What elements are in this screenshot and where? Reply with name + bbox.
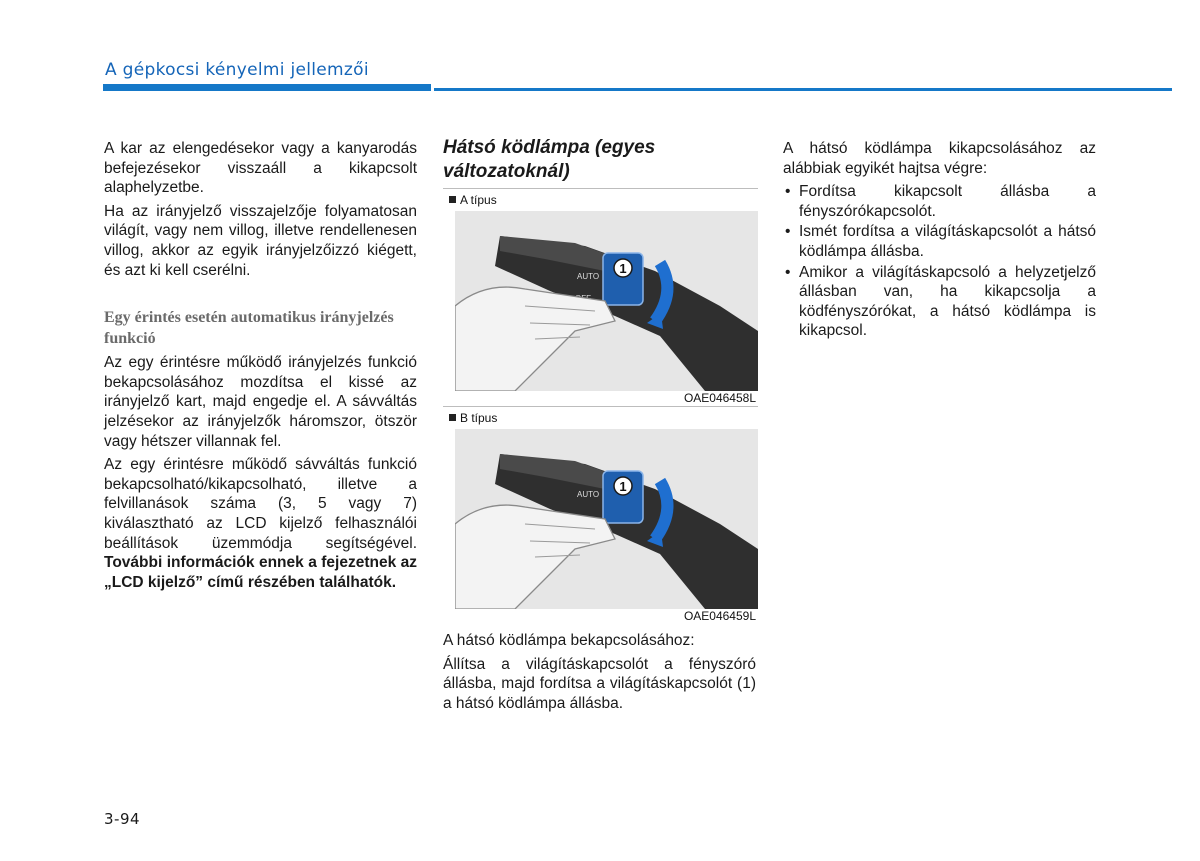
figure-type-b [443,406,758,627]
section-header-title: A gépkocsi kényelmi jellemzői [105,60,369,80]
figure-b-auto-text: AUTO [577,490,600,499]
right-intro: A hátsó ködlámpa kikapcsolásához az alábbiak egyikét hajtsa végre: [783,140,1096,177]
bullet-icon: • [785,183,791,201]
bullet-text: Ismét fordítsa a világításkapcsolót a hátsó ködlámpa állásba. [799,223,1096,260]
header-rule-thin [434,88,1172,91]
subheading-one-touch: Egy érintés esetén automatikus irányjelzés funkció [104,309,394,348]
bullet-item [783,263,1096,341]
figure-a-auto-text: AUTO [577,272,600,281]
page-number: 3-94 [104,810,141,828]
bullet-icon: • [785,223,791,241]
figure-a-code: OAE046458L [683,391,756,405]
figure-b-label-text: B típus [460,411,498,425]
figure-a-image [455,211,758,391]
bullet-item [783,222,1096,261]
figure-a-label-text: A típus [460,193,497,207]
square-bullet-icon [449,196,456,203]
figure-b-callout: 1 [619,479,627,494]
figure-b-code: OAE046459L [683,609,756,623]
header-rule-thick [103,84,431,91]
middle-paragraph-1: A hátsó ködlámpa bekapcsolásához: [443,632,695,649]
bullet-text: Fordítsa kikapcsolt állásba a fényszórókapcsolót. [799,183,1096,220]
left-paragraph-1: A kar az elengedésekor vagy a kanyarodás befejezésekor visszaáll a kikapcsolt alaphelyzetbe. [104,140,417,197]
figure-a-callout: 1 [619,261,627,276]
right-column [783,139,1096,342]
left-paragraph-3: Az egy érintésre működő irányjelzés funkció bekapcsolásához mozdítsa el kissé az irányjelző kart, majd engedje el. A sávváltás jelzésekor az irányjelzők háromszor, ötször vagy hétszer villannak fel. [104,354,417,450]
rear-fog-lamp-title: Hátsó ködlámpa (egyes változatoknál) [443,137,656,182]
left-paragraph-4-bold: További információk ennek a fejezetnek az „LCD kijelző” című részében találhatók. [104,554,417,591]
bullet-icon: • [785,263,791,281]
middle-paragraph-2: Állítsa a világításkapcsolót a fényszóró állásba, majd fordítsa a világításkapcsolót (1) a hátsó ködlámpa állásba. [443,655,756,712]
left-column [104,139,417,596]
left-paragraph-4-text: Az egy érintésre működő sávváltás funkció bekapcsolható/kikapcsolható, illetve a felvillanások száma (3, 5 vagy 7) kiválasztható az LCD kijelző felhasználói beállítások üzemmódja segítségével. [104,456,417,552]
bullet-text: Amikor a világításkapcsoló a helyzetjelző állásban van, ha kikapcsolja a ködfényszórókat, a hátsó ködlámpa is kikapcsol. [799,263,1096,340]
middle-column-text [443,631,756,717]
right-bullet-list [783,182,1096,341]
figure-b-label [449,411,497,425]
square-bullet-icon [449,414,456,421]
figure-type-a [443,188,758,409]
figure-b-image [455,429,758,609]
left-paragraph-2: Ha az irányjelző visszajelzője folyamatosan világít, vagy nem villog, illetve rendellenesen villog, akkor az egyik irányjelzőizzó kiégett, és azt ki kell cserélni. [104,202,417,279]
figure-a-label [449,193,497,207]
bullet-item [783,182,1096,221]
left-paragraph-4 [104,455,417,592]
